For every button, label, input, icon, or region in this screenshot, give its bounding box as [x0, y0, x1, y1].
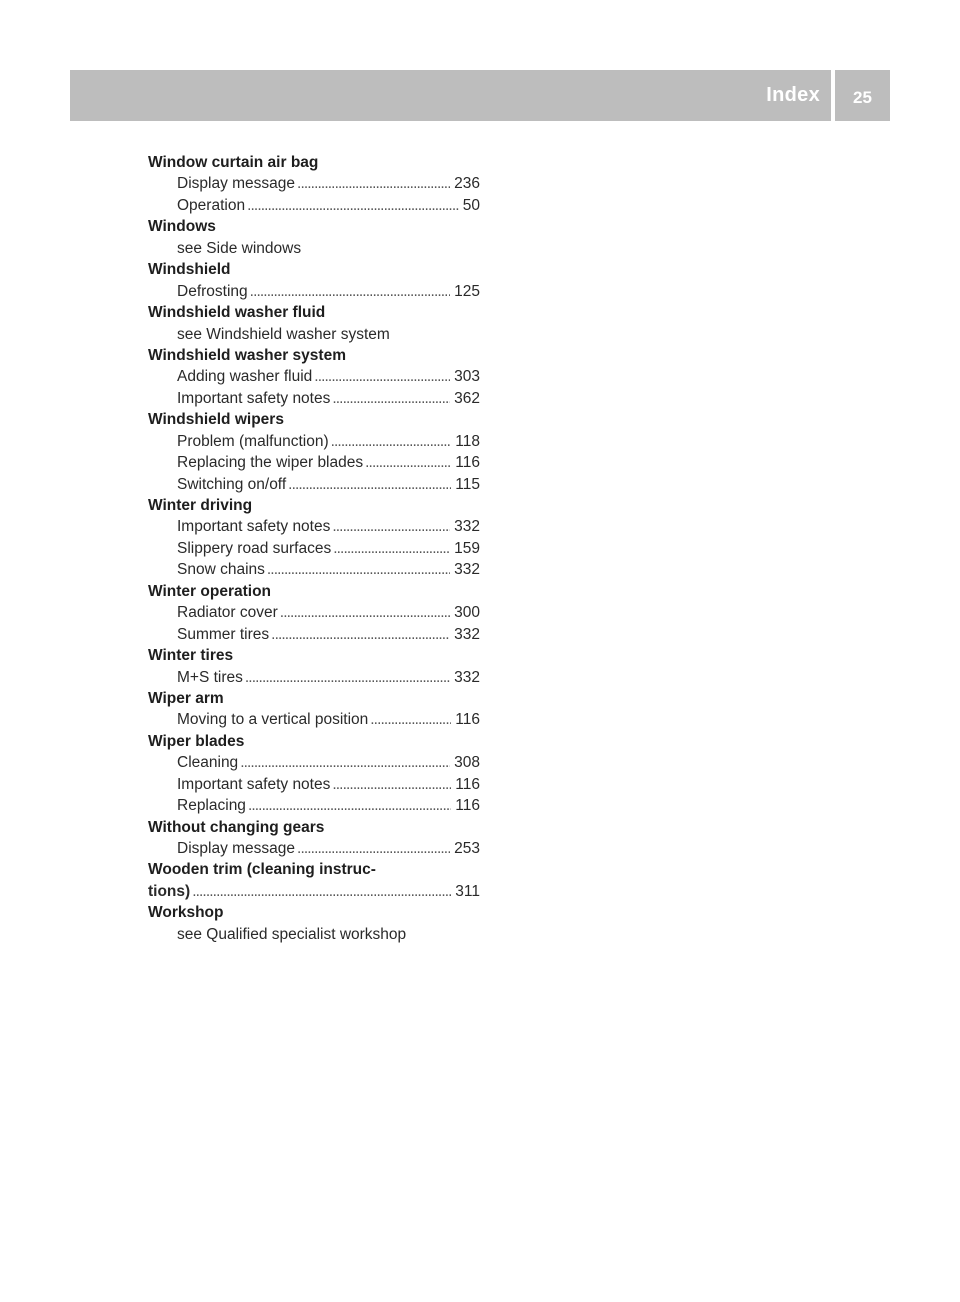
index-cross-reference: see Qualified specialist workshop: [177, 925, 407, 943]
dot-leader: [250, 281, 450, 302]
index-subentry-label: M+S tires: [177, 668, 243, 686]
dot-leader: [331, 431, 452, 452]
index-topic: Window curtain air bag: [148, 154, 319, 171]
index-subentry-label: Cleaning: [177, 754, 239, 772]
index-page-ref: 115: [455, 475, 480, 493]
index-subentry: [148, 474, 480, 495]
index-page-ref: 332: [454, 668, 480, 686]
dot-leader: [314, 366, 450, 387]
index-subentry-label: Display message: [177, 840, 296, 857]
index-page-ref: 332: [454, 561, 480, 579]
section-title: Index: [766, 84, 820, 106]
dot-leader: [192, 881, 451, 902]
index-subentry: [148, 195, 480, 216]
index-subentry-label: Slippery road surfaces: [177, 539, 332, 557]
index-page-ref: 332: [454, 518, 480, 536]
index-page-ref: 311: [455, 882, 480, 900]
index-subentry-label: Important safety notes: [177, 518, 331, 536]
index-subentry: [148, 431, 480, 452]
dot-leader: [271, 624, 450, 645]
dot-leader: [332, 388, 450, 409]
index-subentry-label: Replacing the wiper blades: [177, 454, 364, 472]
index-column: [148, 152, 480, 945]
dot-leader: [248, 795, 451, 816]
index-page-ref: 118: [455, 432, 480, 450]
index-subentry: [148, 838, 480, 859]
index-page-ref: 300: [454, 604, 480, 622]
index-page-ref: 332: [454, 625, 480, 643]
index-subentry: [148, 452, 480, 473]
index-topic: Wiper arm: [148, 689, 224, 707]
index-page-ref: 253: [454, 840, 480, 857]
index-subentry-label: Adding washer fluid: [177, 368, 313, 386]
index-cross-reference: see Side windows: [177, 239, 302, 257]
index-subentry: [148, 173, 480, 194]
index-subentry: [148, 602, 480, 623]
index-page-ref: 236: [454, 175, 480, 193]
index-subentry-label: Defrosting: [177, 282, 248, 300]
dot-leader: [288, 474, 451, 495]
index-subentry-label: Operation: [177, 196, 246, 214]
index-subentry-label: Important safety notes: [177, 775, 331, 793]
dot-leader: [370, 709, 451, 730]
dot-leader: [297, 173, 450, 194]
dot-leader: [280, 602, 450, 623]
index-subentry: [148, 752, 480, 773]
index-topic: Winter operation: [148, 582, 272, 600]
index-topic: Windshield washer fluid: [148, 304, 326, 322]
index-subentry: [148, 366, 480, 387]
index-page-ref: 50: [462, 196, 480, 214]
index-subentry: [148, 516, 480, 537]
index-subentry-label: Switching on/off: [177, 475, 287, 493]
index-topic-continuation: [148, 881, 480, 902]
index-page-ref: 116: [455, 797, 480, 815]
dot-leader: [267, 559, 450, 580]
dot-leader: [297, 838, 450, 859]
index-page-ref: 116: [455, 711, 480, 729]
index-page-ref: 303: [454, 368, 480, 386]
dot-leader: [240, 752, 450, 773]
dot-leader: [333, 538, 450, 559]
index-subentry-label: Snow chains: [177, 561, 265, 579]
index-topic: Windshield wipers: [148, 411, 284, 429]
index-page-ref: 308: [454, 754, 480, 772]
index-subentry: [148, 709, 480, 730]
index-subentry-label: Radiator cover: [177, 604, 278, 622]
index-subentry: [148, 795, 480, 816]
index-page-ref: 116: [455, 775, 480, 793]
index-subentry: [148, 388, 480, 409]
index-subentry-label: Summer tires: [177, 625, 270, 643]
index-subentry-label: Important safety notes: [177, 389, 331, 407]
dot-leader: [332, 516, 450, 537]
index-subentry: [148, 538, 480, 559]
index-page-ref: 362: [454, 389, 480, 407]
index-subentry: [148, 281, 480, 302]
dot-leader: [365, 452, 451, 473]
index-topic: Wiper blades: [148, 732, 245, 750]
index-subentry: [148, 667, 480, 688]
index-subentry: [148, 559, 480, 580]
index-topic: Without changing gears: [148, 818, 325, 836]
dot-leader: [247, 195, 459, 216]
index-cross-reference: see Windshield washer system: [177, 325, 390, 343]
index-topic: Winter driving: [148, 497, 253, 514]
index-subentry: [148, 774, 480, 795]
index-subentry-label: Replacing: [177, 797, 246, 815]
index-topic-continuation-label: tions): [148, 882, 191, 900]
dot-leader: [332, 774, 451, 795]
index-page-ref: 159: [454, 539, 480, 557]
index-subentry-label: Display message: [177, 175, 296, 193]
index-page-ref: 125: [454, 282, 480, 300]
index-subentry: [148, 624, 480, 645]
page-number: 25: [853, 88, 872, 107]
index-topic: Windshield washer system: [148, 346, 346, 364]
index-subentry-label: Problem (malfunction): [177, 432, 329, 450]
index-subentry-label: Moving to a vertical position: [177, 711, 369, 729]
index-topic: Winter tires: [148, 647, 234, 665]
index-topic: Wooden trim (cleaning instruc-: [148, 861, 376, 879]
index-page-ref: 116: [455, 454, 480, 472]
index-topic: Workshop: [148, 904, 224, 922]
index-topic: Windows: [148, 218, 216, 236]
dot-leader: [245, 667, 450, 688]
index-topic: Windshield: [148, 261, 231, 279]
